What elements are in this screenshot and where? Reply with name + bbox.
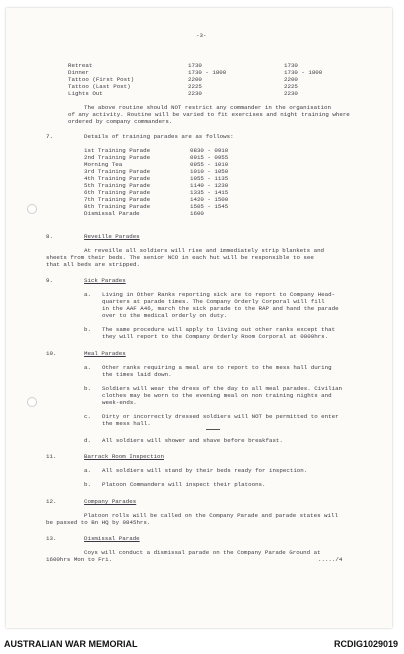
section-12-line: be passed to Bn HQ by 0845hrs. xyxy=(46,519,151,526)
section-9-b-line: they will report to the Company Orderly Room Corporal at 0800hrs. xyxy=(102,333,329,340)
section-12-number: 12. xyxy=(46,498,57,505)
routine-time-1: 2200 xyxy=(188,76,202,83)
section-8-line: that all beds are stripped. xyxy=(46,261,140,268)
section-7-intro: Details of training parades are as follows: xyxy=(84,133,234,140)
continued-marker: ...../4 xyxy=(318,556,343,563)
punch-hole xyxy=(27,397,37,407)
parade-label: Dismissal Parade xyxy=(84,210,140,217)
parade-time: 1335 - 1415 xyxy=(190,189,229,196)
parade-label: 6th Training Parade xyxy=(84,189,151,196)
parade-time: 0830 - 0910 xyxy=(190,147,229,154)
section-13-number: 13. xyxy=(46,535,57,542)
section-10-b-line: week-ends. xyxy=(102,399,137,406)
parade-time: 1055 - 1135 xyxy=(190,175,229,182)
section-10-a-line: Other ranks requiring a meal are to report to the mess hall during xyxy=(102,364,332,371)
routine-time-1: 2225 xyxy=(188,83,202,90)
parade-label: 4th Training Parade xyxy=(84,175,151,182)
section-10-b-line: Soldiers will wear the dress of the day to all meal parades. Civilian xyxy=(102,385,343,392)
section-10-b-line: clothes may be worn to the evening meal on non training nights and xyxy=(102,392,332,399)
section-10-c-line: the mess hall. xyxy=(102,420,151,427)
section-13-line: Coys will conduct a dismissal parade on the Company Parade Ground at xyxy=(84,549,321,556)
routine-label: Tattoo (First Post) xyxy=(68,76,135,83)
section-12-heading: Company Parades xyxy=(84,498,137,505)
pencil-dash xyxy=(206,429,220,430)
routine-time-1: 1730 - 1800 xyxy=(188,69,227,76)
section-9-a-line: quarters at parade times. The Company Orderly Corporal will fill xyxy=(102,298,325,305)
routine-time-1: 1730 xyxy=(188,62,202,69)
parade-time: 1010 - 1050 xyxy=(190,168,229,175)
routine-label: Dinner xyxy=(68,69,89,76)
section-13-heading: Dismissal Parade xyxy=(84,535,140,542)
section-9-number: 9. xyxy=(46,277,53,284)
parade-label: 8th Training Parade xyxy=(84,203,151,210)
parade-time: 1600 xyxy=(190,210,204,217)
parade-label: 3rd Training Parade xyxy=(84,168,151,175)
page-number: -3- xyxy=(196,32,207,39)
parade-time: 1505 - 1545 xyxy=(190,203,229,210)
section-11-heading: Barrack Room Inspection xyxy=(84,453,165,460)
section-9-b-letter: b. xyxy=(84,326,91,333)
section-8-number: 8. xyxy=(46,233,53,240)
section-13-line: 1600hrs Mon to Fri. xyxy=(46,556,113,563)
section-11-a-line: All soldiers will stand by their beds ready for inspection. xyxy=(102,467,308,474)
routine-label: Retreat xyxy=(68,62,93,69)
section-10-c-letter: c. xyxy=(84,413,91,420)
footer-reference: RCDIG1029019 xyxy=(333,639,398,649)
section-10-a-letter: a. xyxy=(84,364,91,371)
section-8-heading: Reveille Parades xyxy=(84,233,140,240)
section-10-heading: Meal Parades xyxy=(84,350,126,357)
routine-note-line: ordered by company commanders. xyxy=(68,118,173,125)
routine-label: Tattoo (Last Post) xyxy=(68,83,131,90)
section-11-b-letter: b. xyxy=(84,481,91,488)
routine-time-2: 1730 - 1800 xyxy=(284,69,323,76)
section-9-a-line: over to the medical orderly on duty. xyxy=(102,312,228,319)
parade-time: 0955 - 1010 xyxy=(190,161,229,168)
section-9-b-line: The same procedure will apply to living out other ranks except that xyxy=(102,326,336,333)
parade-time: 1140 - 1230 xyxy=(190,182,229,189)
section-11-number: 11. xyxy=(46,453,57,460)
section-10-number: 10. xyxy=(46,350,57,357)
parade-time: 1420 - 1500 xyxy=(190,196,229,203)
routine-time-2: 2230 xyxy=(284,90,298,97)
punch-hole xyxy=(27,204,37,214)
section-8-line: At reveille all soldiers will rise and immediately strip blankets and xyxy=(84,247,325,254)
section-9-a-line: in the AAF A46, march the sick parade to the RAP and hand the parade xyxy=(102,305,339,312)
routine-label: Lights Out xyxy=(68,90,103,97)
document-page xyxy=(6,8,392,628)
section-11-b-line: Platoon Commanders will inspect their platoons. xyxy=(102,481,266,488)
routine-note-line: of any activity. Routine will be varied to fit exercises and night training where xyxy=(68,111,350,118)
routine-time-1: 2230 xyxy=(188,90,202,97)
section-10-c-line: Dirty or incorrectly dressed soldiers will NOT be permitted to enter xyxy=(102,413,339,420)
parade-time: 0915 - 0955 xyxy=(190,154,229,161)
parade-label: 1st Training Parade xyxy=(84,147,151,154)
parade-label: 7th Training Parade xyxy=(84,196,151,203)
parade-label: 5th Training Parade xyxy=(84,182,151,189)
routine-time-2: 2200 xyxy=(284,76,298,83)
section-12-line: Platoon rolls will be called on the Company Parade and parade states will xyxy=(84,512,338,519)
section-8-line: sheets from their beds. The senior NCO in each hut will be responsible to see xyxy=(46,254,314,261)
section-10-d-letter: d. xyxy=(84,437,91,444)
routine-time-2: 1730 xyxy=(284,62,298,69)
section-10-a-line: the times laid down. xyxy=(102,371,172,378)
footer-source: AUSTRALIAN WAR MEMORIAL xyxy=(4,639,138,649)
section-9-a-letter: a. xyxy=(84,291,91,298)
parade-label: 2nd Training Parade xyxy=(84,154,151,161)
routine-note-line: The above routine should NOT restrict any commander in the organisation xyxy=(84,104,331,111)
archive-footer xyxy=(0,634,404,654)
routine-time-2: 2225 xyxy=(284,83,298,90)
section-10-b-letter: b. xyxy=(84,385,91,392)
section-9-heading: Sick Parades xyxy=(84,277,126,284)
section-7-number: 7. xyxy=(46,133,53,140)
section-10-d-line: All soldiers will shower and shave before breakfast. xyxy=(102,437,283,444)
parade-label: Morning Tea xyxy=(84,161,123,168)
section-9-a-line: Living in Other Ranks reporting sick are to report to Company Head- xyxy=(102,291,336,298)
section-11-a-letter: a. xyxy=(84,467,91,474)
